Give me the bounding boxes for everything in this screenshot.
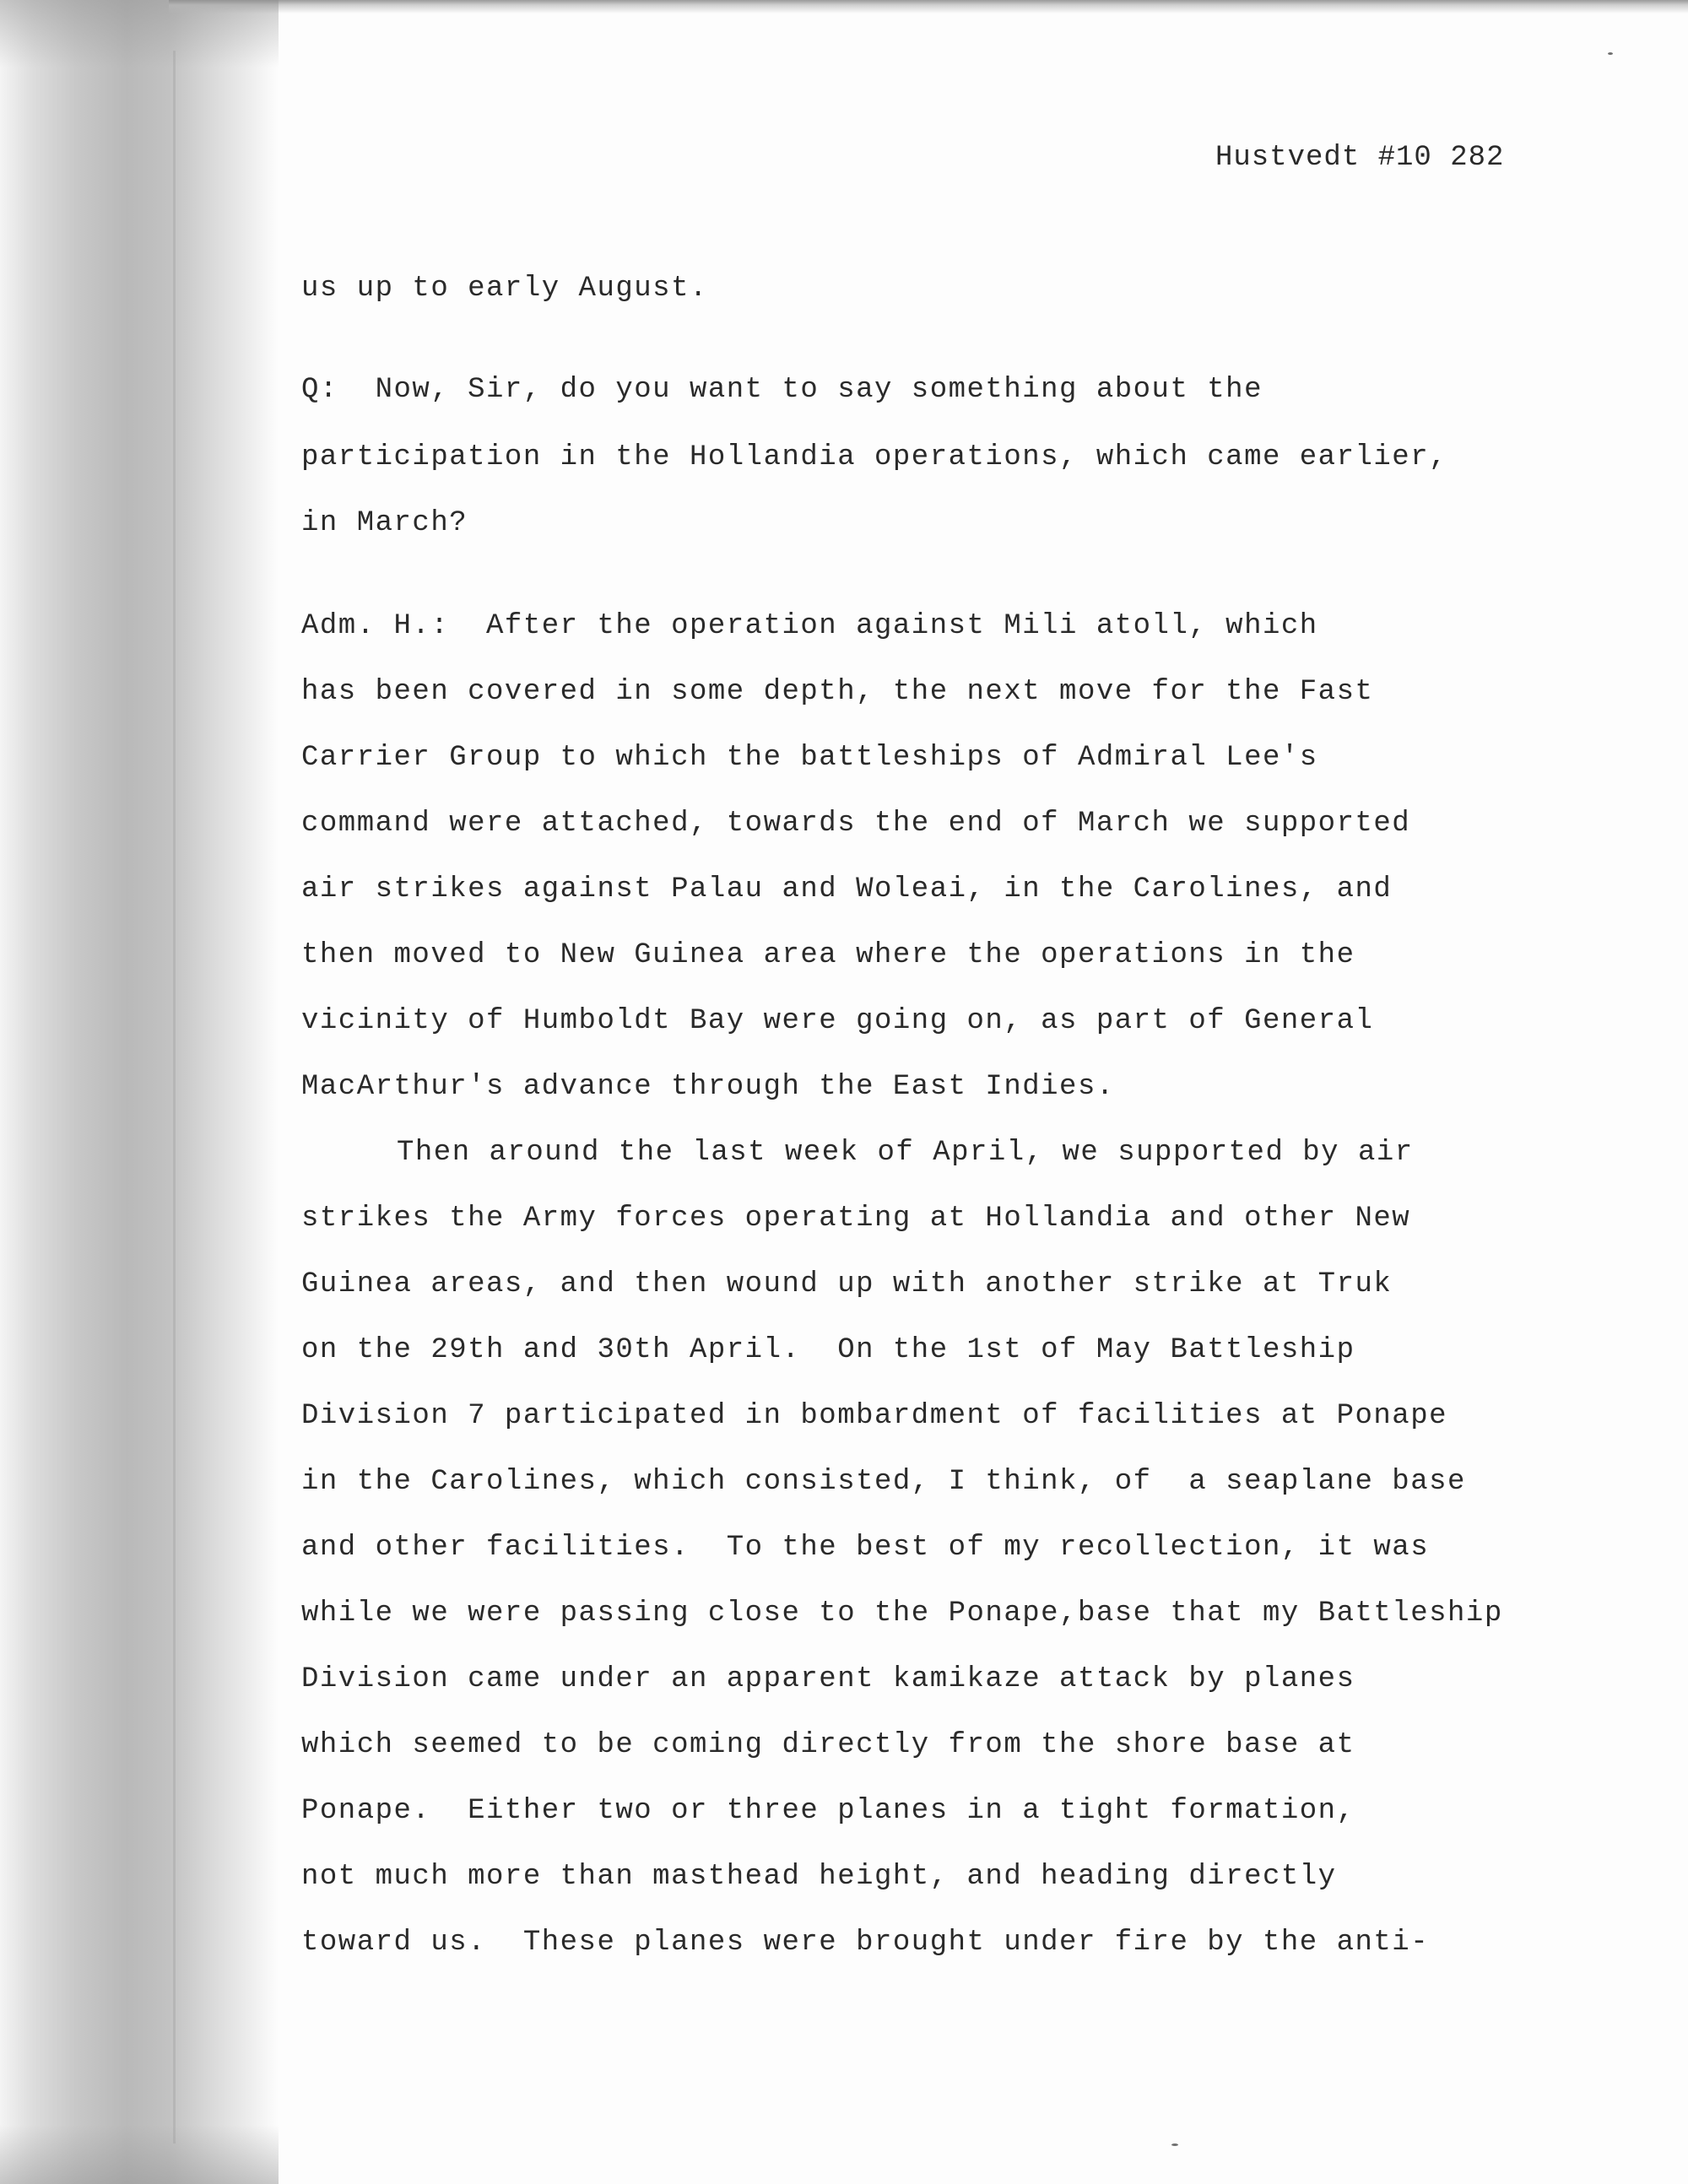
- text-line: while we were passing close to the Ponape,base that my Battleship: [301, 1597, 1503, 1630]
- text-line: us up to early August.: [301, 273, 708, 305]
- text-line: has been covered in some depth, the next move for the Fast: [301, 676, 1374, 708]
- text-line: not much more than masthead height, and heading directly: [301, 1861, 1337, 1893]
- scan-speck: [1608, 52, 1613, 55]
- text-line: Division 7 participated in bombardment of facilities at Ponape: [301, 1400, 1448, 1432]
- page-header-label: Hustvedt #10 282: [1215, 142, 1505, 174]
- text-line: vicinity of Humboldt Bay were going on, as part of General: [301, 1005, 1374, 1037]
- binding-bottom-curve: [0, 2125, 279, 2184]
- text-line: in the Carolines, which consisted, I think, of a seaplane base: [301, 1466, 1466, 1498]
- binding-crease: [173, 51, 176, 2143]
- text-line: Division came under an apparent kamikaze attack by planes: [301, 1663, 1355, 1695]
- text-line: strikes the Army forces operating at Hollandia and other New: [301, 1203, 1411, 1235]
- text-line: MacArthur's advance through the East Indies.: [301, 1071, 1115, 1103]
- text-line: Adm. H.: After the operation against Mili atoll, which: [301, 610, 1318, 642]
- text-line: Ponape. Either two or three planes in a tight formation,: [301, 1795, 1355, 1827]
- binding-shadow: [0, 0, 279, 2184]
- text-line: then moved to New Guinea area where the operations in the: [301, 939, 1355, 971]
- text-line: Then around the last week of April, we supported by air: [397, 1137, 1414, 1169]
- text-line: air strikes against Palau and Woleai, in the Carolines, and: [301, 873, 1393, 905]
- text-line: in March?: [301, 507, 468, 539]
- text-line: Q: Now, Sir, do you want to say something about the: [301, 374, 1263, 406]
- text-line: and other facilities. To the best of my recollection, it was: [301, 1532, 1430, 1564]
- scan-speck: [1171, 2143, 1178, 2146]
- text-line: on the 29th and 30th April. On the 1st of May Battleship: [301, 1334, 1355, 1366]
- text-line: participation in the Hollandia operations, which came earlier,: [301, 441, 1448, 473]
- text-line: which seemed to be coming directly from the shore base at: [301, 1729, 1355, 1761]
- text-line: command were attached, towards the end of March we supported: [301, 808, 1411, 840]
- binding-top-curve: [0, 0, 279, 68]
- page-top-edge: [169, 0, 1688, 14]
- text-line: Guinea areas, and then wound up with another strike at Truk: [301, 1268, 1393, 1300]
- text-line: Carrier Group to which the battleships of Admiral Lee's: [301, 742, 1318, 774]
- text-line: toward us. These planes were brought under fire by the anti-: [301, 1927, 1430, 1959]
